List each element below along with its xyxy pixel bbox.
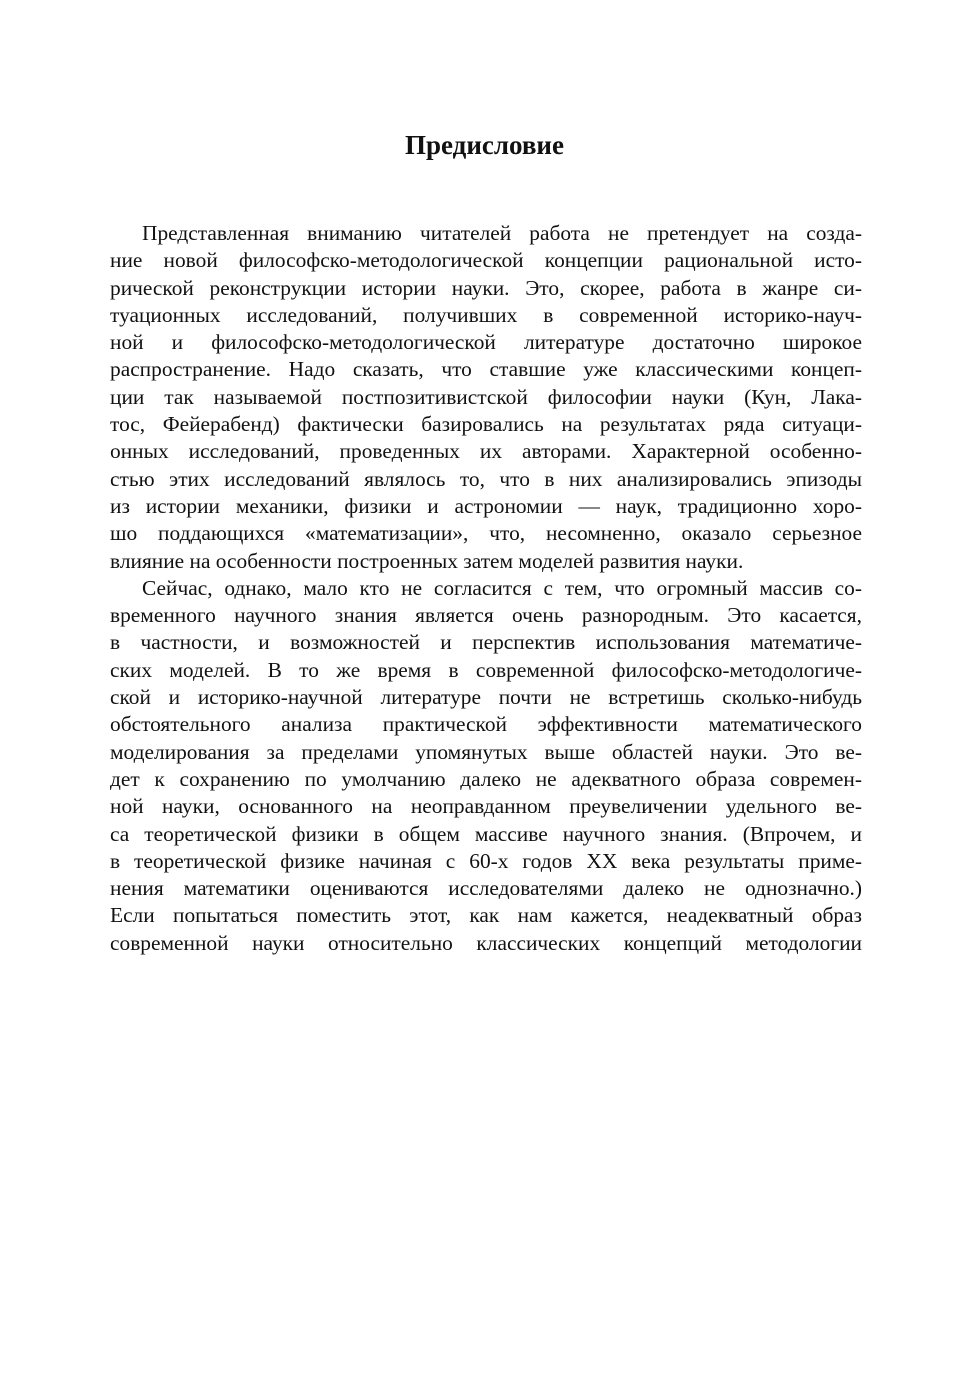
text-line: онных исследований, проведенных их авторами. Характерной особенно- bbox=[110, 439, 862, 464]
text-line: туационных исследований, получивших в современной историко-науч- bbox=[110, 302, 862, 327]
text-line: временного научного знания является очень разнородным. Это касается, bbox=[110, 603, 862, 628]
page-title: Предисловие bbox=[405, 130, 564, 160]
text-line: из истории механики, физики и астрономии — наук, традиционно хоро- bbox=[110, 493, 862, 518]
text-line: ской и историко-научной литературе почти не встретишь сколько-нибудь bbox=[110, 685, 862, 710]
paragraph-1 bbox=[110, 220, 862, 575]
text-line: распространение. Надо сказать, что ставшие уже классическими концеп- bbox=[110, 357, 862, 382]
text-line: ции так называемой постпозитивистской философии науки (Кун, Лака- bbox=[110, 384, 862, 409]
body-text bbox=[110, 220, 862, 957]
text-line: обстоятельного анализа практической эффективности математического bbox=[110, 712, 862, 737]
text-line: Сейчас, однако, мало кто не согласится с тем, что огромный массив со- bbox=[142, 575, 862, 600]
text-line: тос, Фейерабенд) фактически базировались на результатах ряда ситуаци- bbox=[110, 412, 862, 437]
text-line: дет к сохранению по умолчанию далеко не адекватного образа современ- bbox=[110, 766, 862, 791]
text-line: рической реконструкции истории науки. Это, скорее, работа в жанре си- bbox=[110, 275, 862, 300]
text-line: нения математики оцениваются исследователями далеко не однозначно.) bbox=[110, 876, 862, 901]
text-line: Представленная вниманию читателей работа не претендует на созда- bbox=[142, 221, 862, 245]
text-line: Если попытаться поместить этот, как нам кажется, неадекватный образ bbox=[110, 903, 862, 928]
paragraph-2 bbox=[110, 575, 862, 957]
text-line: ной науки, основанного на неоправданном преувеличении удельного ве- bbox=[110, 794, 862, 819]
text-line: ских моделей. В то же время в современной философско-методологиче- bbox=[110, 657, 862, 682]
text-line-last: влияние на особенности построенных затем моделей развития науки. bbox=[110, 548, 744, 573]
text-line: современной науки относительно классических концепций методологии bbox=[110, 930, 862, 955]
text-line: в частности, и возможностей и перспектив использования математиче- bbox=[110, 630, 862, 655]
text-line: ной и философско-методологической литературе достаточно широкое bbox=[110, 330, 862, 355]
text-line: са теоретической физики в общем массиве научного знания. (Впрочем, и bbox=[110, 821, 862, 846]
text-line: в теоретической физике начиная с 60-х годов XX века результаты приме- bbox=[110, 848, 862, 873]
text-line: ние новой философско-методологической концепции рациональной исто- bbox=[110, 248, 862, 273]
text-line: моделирования за пределами упомянутых выше областей науки. Это ве- bbox=[110, 739, 862, 764]
text-line: шо поддающихся «математизации», что, несомненно, оказало серьезное bbox=[110, 521, 862, 546]
text-line: стью этих исследований являлось то, что в них анализировались эпизоды bbox=[110, 466, 862, 491]
